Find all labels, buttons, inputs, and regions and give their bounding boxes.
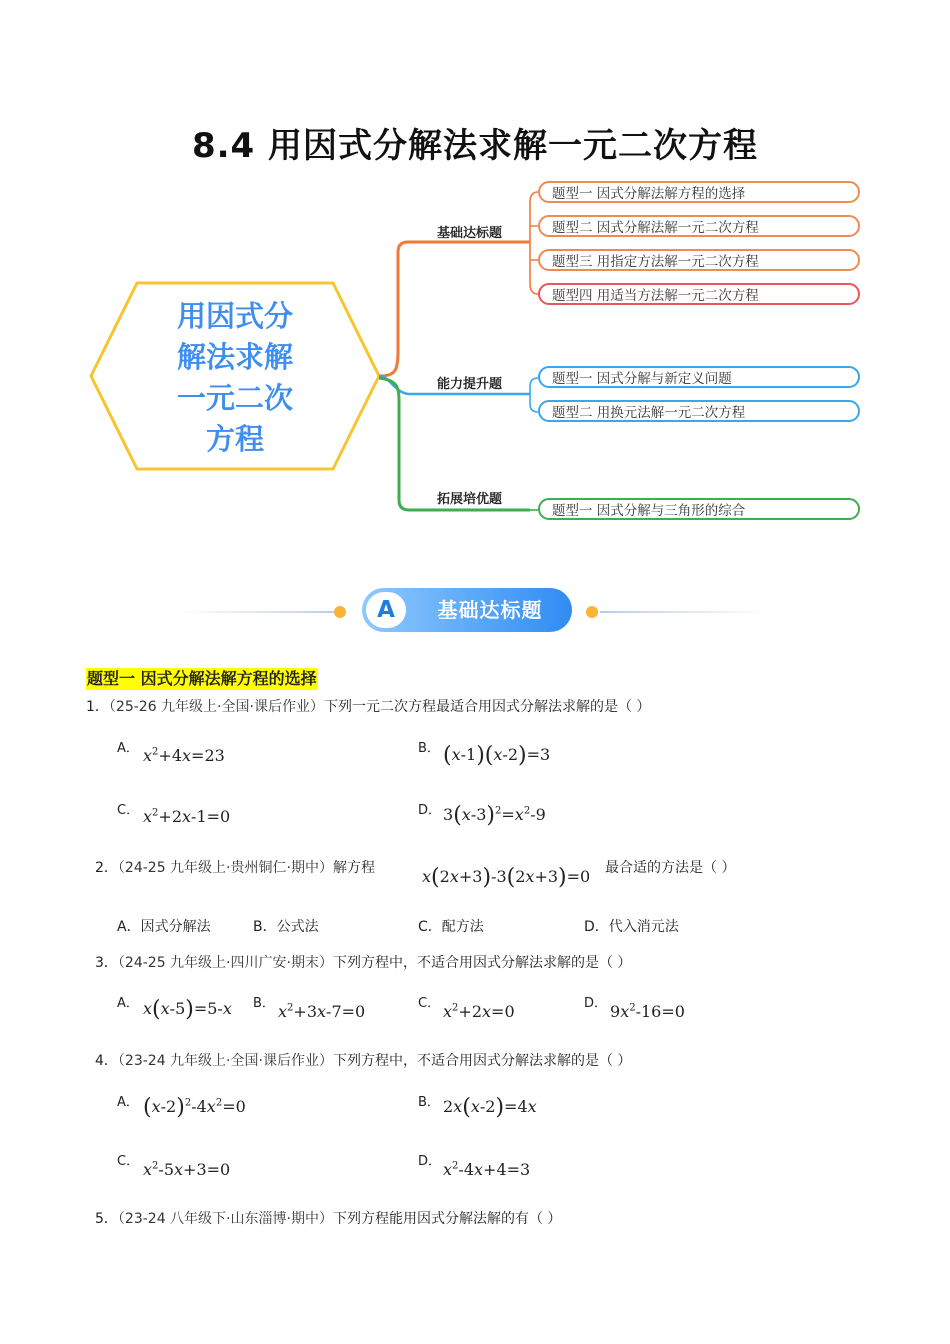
question-5-number: 5． [95,1211,118,1227]
node-ability-1: 题型一 因式分解与新定义问题 [538,366,860,388]
q1-option-c-math: $x^2+2x-1=0$ [143,807,231,826]
q3-option-a-label: A． [117,996,139,1011]
q4-option-a-math: $(x-2)^2-4x^2=0$ [143,1095,246,1120]
node-basic-1: 题型一 因式分解法解方程的选择 [538,181,860,203]
divider-right [600,611,770,613]
node-extend-1: 题型一 因式分解与三角形的综合 [538,498,860,520]
q2-option-b: B．公式法 [253,919,319,935]
q3-option-b-math: $x^2+3x-7=0$ [278,1002,366,1021]
question-1-text: 下列一元二次方程最适合用因式分解法求解的是（ ） [323,699,651,715]
q4-option-c-math: $x^2-5x+3=0$ [143,1160,231,1179]
question-5 [95,1208,561,1228]
q3-option-c-math: $x^2+2x=0$ [443,1002,515,1021]
fork-basic [530,192,538,294]
node-basic-2: 题型二 因式分解法解一元二次方程 [538,215,860,237]
q1-option-a-label: A． [117,741,139,756]
page-title: 8.4 用因式分解法求解一元二次方程 [191,126,759,166]
section-badge-label: 基础达标题 [437,598,543,622]
question-2-text-end: 最合适的方法是（ ） [605,860,736,876]
branch-label-extend: 拓展培优题 [437,492,503,507]
q3-option-d-math: $9x^2-16=0$ [610,1002,685,1021]
center-line-3: 一元二次 [176,381,293,415]
q2-option-a: A．因式分解法 [117,919,211,935]
node-ability-2: 题型二 用换元法解一元二次方程 [538,400,860,422]
question-4 [95,1050,631,1070]
q4-option-b-math: 2x(x-2)=4x [443,1095,537,1120]
question-3 [95,952,631,972]
question-3-number: 3． [95,955,118,971]
branch-label-ability: 能力提升题 [437,377,503,392]
question-4-number: 4． [95,1053,118,1069]
divider-left [180,611,340,613]
q4-option-a-label: A． [117,1095,139,1110]
question-3-text: 下列方程中，不适合用因式分解法求解的是（ ） [332,955,632,971]
q3-option-a-math: x(x-5)=5-x [143,997,232,1022]
branch-label-basic: 基础达标题 [437,226,503,241]
node-basic-3: 题型三 用指定方法解一元二次方程 [538,249,860,271]
question-5-source: （23-24 八年级下·山东淄博·期中） [117,1211,333,1227]
q2-option-d: D．代入消元法 [584,919,679,935]
q2-option-c: C．配方法 [418,919,484,935]
question-5-text: 下列方程能用因式分解法解的有（ ） [332,1211,562,1227]
divider-dot-right [586,606,598,618]
mindmap-diagram [0,0,950,560]
question-2-text: 解方程 [332,860,375,876]
q1-option-d-label: D． [418,803,442,818]
question-4-text: 下列方程中，不适合用因式分解法求解的是（ ） [332,1053,632,1069]
q2-equation-math: x(2x+3)-3(2x+3)=0 [422,865,591,890]
question-1 [86,696,650,716]
q4-option-c-label: C． [117,1154,140,1169]
q1-option-c-label: C． [117,803,140,818]
question-1-source: （25-26 九年级上·全国·课后作业） [108,699,324,715]
divider-dot-left [334,606,346,618]
section-badge-letter: A [366,592,406,628]
question-3-source: （24-25 九年级上·四川广安·期末） [117,955,333,971]
center-line-2: 解法求解 [176,340,293,374]
question-2 [95,857,375,877]
question-2-source: （24-25 九年级上·贵州铜仁·期中） [117,860,333,876]
q4-option-d-label: D． [418,1154,442,1169]
q1-option-d-math: $3(x-3)^2=x^2-9$ [443,803,546,828]
q1-option-b-math: (x-1)(x-2)=3 [443,743,551,768]
q1-option-b-label: B． [418,741,440,756]
center-line-4: 方程 [205,422,264,456]
node-basic-4: 题型四 用适当方法解一元二次方程 [538,283,860,305]
q1-option-a-math: $x^2+4x=23$ [143,746,225,765]
question-1-number: 1． [86,699,109,715]
center-topic [150,296,320,460]
center-line-1: 用因式分 [176,299,293,333]
question-2-number: 2． [95,860,118,876]
branch-line-basic [379,242,530,376]
question-4-source: （23-24 九年级上·全国·课后作业） [117,1053,333,1069]
q4-option-d-math: $x^2-4x+4=3$ [443,1160,531,1179]
q3-option-b-label: B． [253,996,275,1011]
fork-ability [530,378,538,412]
q3-option-c-label: C． [418,996,441,1011]
q3-option-d-label: D． [584,996,608,1011]
q4-option-b-label: B． [418,1095,440,1110]
question-type-heading: 题型一 因式分解法解方程的选择 [87,669,317,688]
